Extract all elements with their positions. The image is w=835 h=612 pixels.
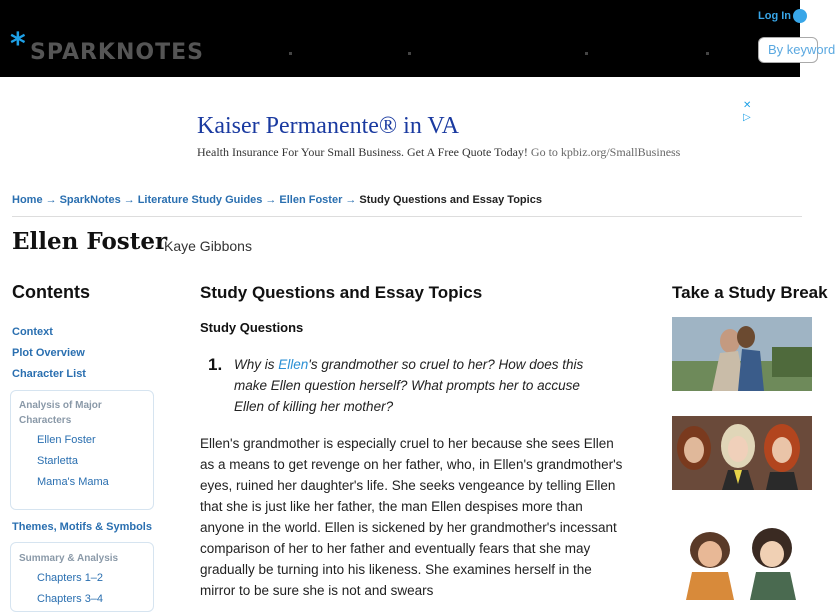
login-link[interactable]: Log In [758,10,791,22]
ad-title[interactable]: Kaiser Permanente® in VA [197,113,459,139]
sidebar-item-themes[interactable]: Themes, Motifs & Symbols [12,521,152,533]
nav-dot [289,52,292,55]
breadcrumb-sparknotes[interactable]: SparkNotes [59,194,121,206]
sidebar-characters-box [10,390,154,510]
breadcrumb-current: Study Questions and Essay Topics [359,194,542,206]
ellen-link[interactable]: Ellen [278,357,309,372]
site-logo[interactable]: SPARKNOTES [30,40,204,65]
section-heading: Study Questions and Essay Topics [200,283,483,302]
breadcrumb-arrow-icon: → [123,194,135,206]
study-break-thumbnail[interactable] [672,416,812,490]
question-text-part: 's grandmother so cruel to her? How does this make Ellen question herself? What prompts her to accuse Ellen of killing her mother? [234,357,584,414]
question-text [234,354,606,417]
question-number: 1. [208,355,223,374]
three-girls-image [672,416,812,490]
search-input[interactable]: By keyword [758,37,818,63]
sidebar-item-context[interactable]: Context [12,326,53,338]
sidebar-box-label: Characters [19,415,72,426]
sidebar-box-label: Summary & Analysis [19,553,119,564]
nav-dot [706,52,709,55]
sidebar-item-character-list[interactable]: Character List [12,368,86,380]
breadcrumb-arrow-icon: → [345,194,357,206]
nav-dot [585,52,588,55]
answer-paragraph: Ellen's grandmother is especially cruel to her because she sees Ellen as a means to get revenge on her father, who, in Ellen's grandmother's eyes, ruined her daughter's life. She seeks vengeance by telling Ellen that she is just like her father, the man Ellen despises more than anyone in the world. Ellen is sickened by her grandmother's incessant comparison of her to her father and eventually fears that she may gradually be turning into his likeness. She examines herself in the mirror to be sure she is not and swears [200,436,623,598]
sidebar-item-chapters-3-4[interactable]: Chapters 3–4 [37,593,104,605]
sidebar-item-mamas-mama[interactable]: Mama's Mama [37,476,109,488]
adchoices-icon[interactable]: ▷ [743,112,751,123]
breadcrumb-ellen-foster[interactable]: Ellen Foster [279,194,343,206]
page-title: Ellen Foster [12,228,168,255]
nav-dot [408,52,411,55]
ad-description: Health Insurance For Your Small Business. Get A Free Quote Today! [197,145,528,159]
site-header [0,0,835,77]
sidebar-summary-box [10,542,154,612]
couple-kiss-image [672,317,812,391]
account-icon[interactable] [793,9,807,23]
cartoon-women-image [672,514,812,600]
sidebar-box-label: Analysis of Major [19,400,102,411]
ad-close-icon[interactable]: ✕ [743,100,752,111]
book-author[interactable]: Kaye Gibbons [164,238,252,254]
sidebar-item-plot-overview[interactable]: Plot Overview [12,347,85,359]
subsection-heading: Study Questions [200,320,304,335]
question-text-part: Why is [234,357,279,372]
study-break-thumbnail[interactable] [672,317,812,391]
ad-url[interactable]: Go to kpbiz.org/SmallBusiness [530,145,681,159]
breadcrumb [12,194,542,206]
contents-heading: Contents [12,282,90,302]
breadcrumb-home[interactable]: Home [12,194,43,206]
breadcrumb-literature-guides[interactable]: Literature Study Guides [137,194,263,206]
study-break-heading: Take a Study Break [672,283,828,302]
divider [12,216,802,217]
breadcrumb-arrow-icon: → [265,194,277,206]
logo-star-icon[interactable]: * [10,27,26,62]
sidebar-item-chapters-1-2[interactable]: Chapters 1–2 [37,572,104,584]
breadcrumb-arrow-icon: → [45,194,57,206]
ad-text [197,145,680,160]
sidebar-item-starletta[interactable]: Starletta [37,455,78,467]
sidebar-item-ellen-foster[interactable]: Ellen Foster [37,434,96,446]
study-break-thumbnail[interactable] [672,514,812,588]
